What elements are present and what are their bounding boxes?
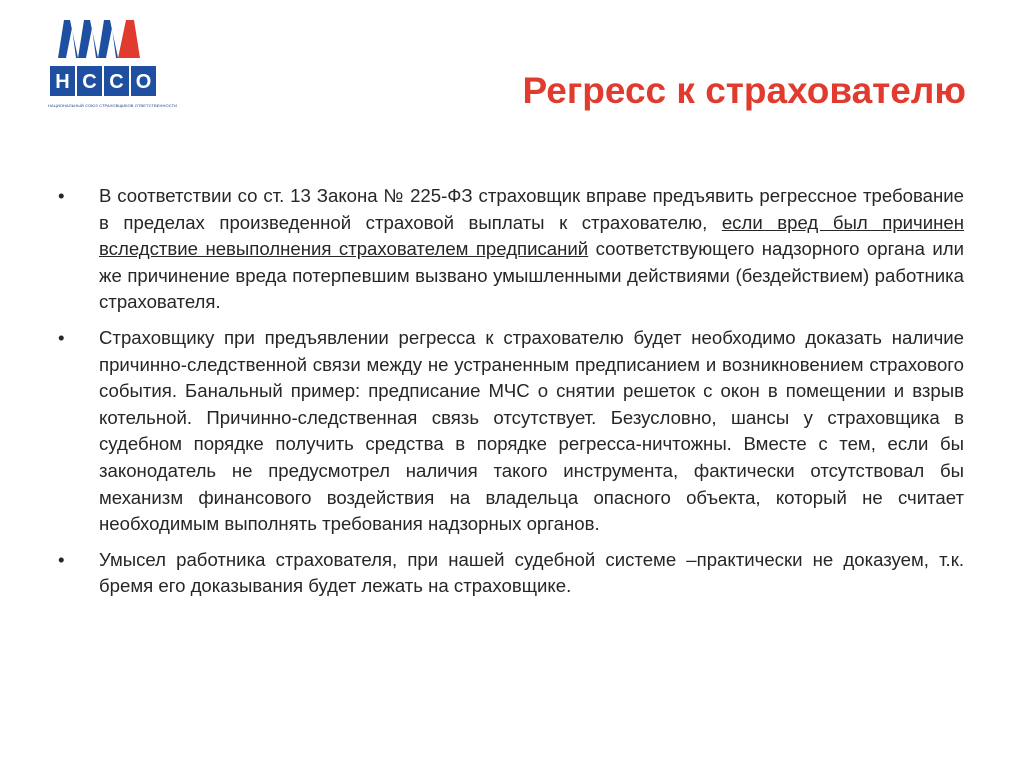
bullet-item-2 [58, 325, 964, 538]
bullet-item-3 [58, 547, 964, 600]
nsso-logo-mark [48, 14, 160, 102]
bullet-item-1 [58, 183, 964, 316]
logo-letter-1: Н [55, 71, 70, 93]
logo-tagline: НАЦИОНАЛЬНЫЙ СОЮЗ СТРАХОВЩИКОВ ОТВЕТСТВЕННОСТИ [48, 103, 178, 108]
logo-letter-3: С [109, 71, 124, 93]
logo-letter-2: С [82, 71, 97, 93]
bullet-icon: • [58, 185, 65, 206]
bullet-list [58, 183, 964, 600]
bullet-icon: • [58, 548, 65, 570]
bullet-1-text-after: соответствующего надзорного органа или же причинение вреда потерпевшим вызвано умышленными действиями (бездействием) работника страхователя. [99, 238, 964, 313]
bullet-2-text: Страховщику при предъявлении регресса к страхователю будет необходимо доказать наличие причинно-следственной связи между не устраненным предписанием и возникновением страхового события. Банальный пример: предписание МЧС о снятии решеток с окон в помещении и взрыв котельной. Причинно-следственная связь отсутствует. Безусловно, шансы у страховщика в судебном порядке получить средства в порядке регресса-ничтожны. Вместе с тем, если бы законодатель не предусмотрел наличия такого инструмента, фактически отсутствовал бы механизм финансового воздействия на владельца опасного объекта, который не считает необходимым выполнять требования надзорных органов. [99, 326, 964, 535]
bullet-icon: • [58, 326, 65, 348]
slide-title: Регресс к страхователю [522, 70, 966, 111]
logo-letter-4: О [135, 71, 152, 93]
bullet-3-text: Умысел работника страхователя, при нашей судебной системе –практически не доказуем, т.к. бремя его доказывания будет лежать на страховщике. [99, 548, 964, 597]
nsso-logo [48, 14, 178, 114]
bullet-1-text: В соответствии со ст. 13 Закона № 225-ФЗ страховщик вправе предъявить регрессное требование в пределах произведенной страховой выплаты к страхователю, [99, 185, 964, 233]
bullet-1-underlined: если вред был причинен вследствие невыполнения страхователем предписаний [99, 211, 964, 260]
slide-content [58, 183, 964, 609]
